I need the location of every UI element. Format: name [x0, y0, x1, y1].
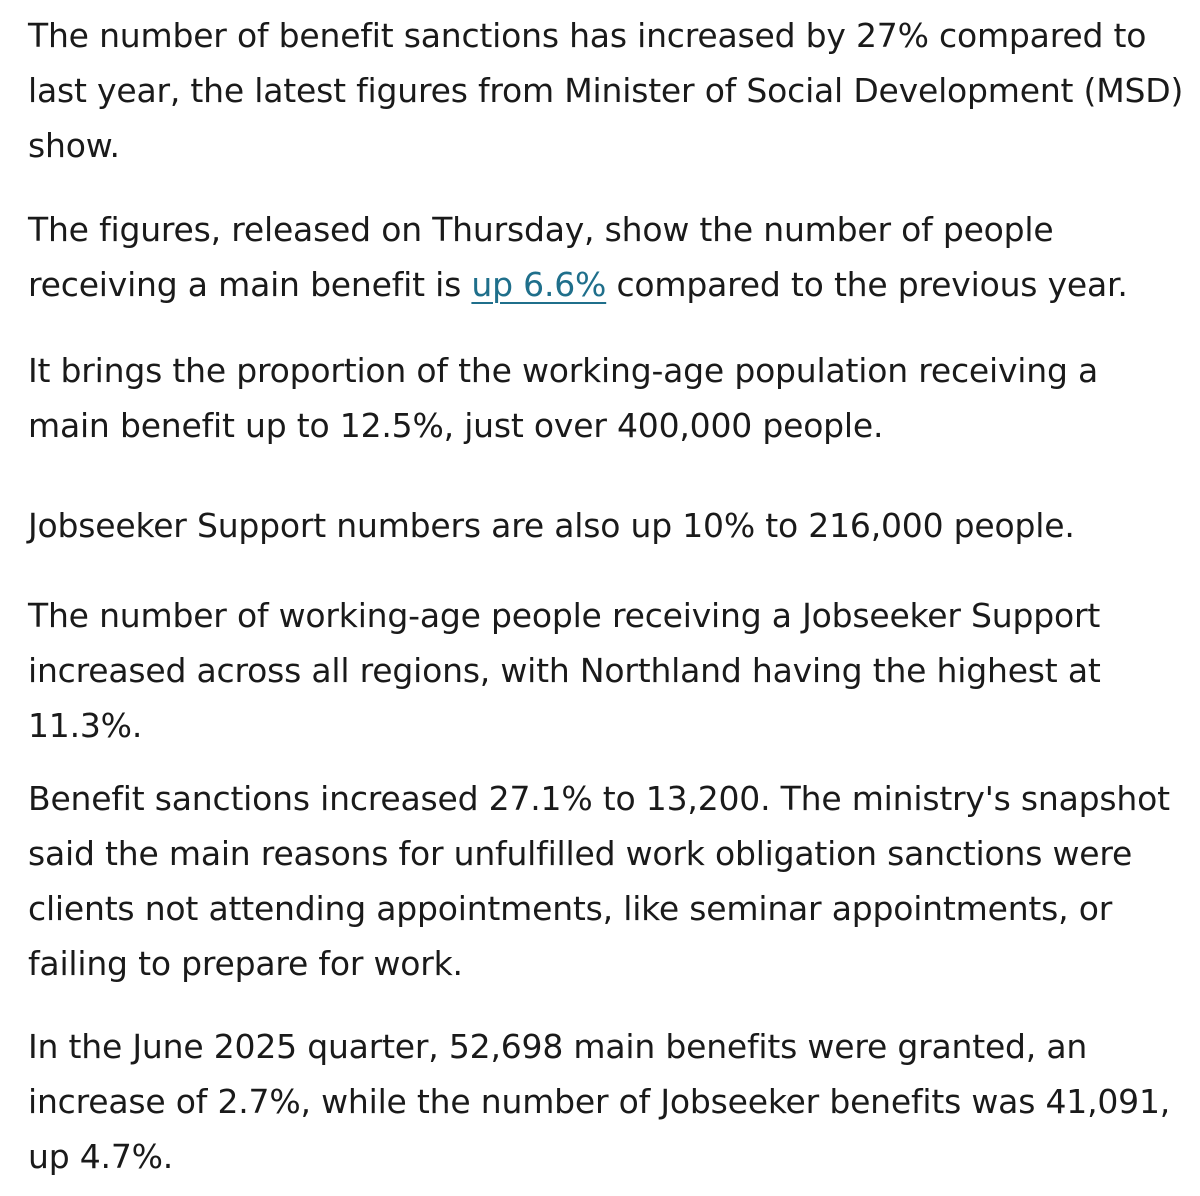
- paragraph-regions: The number of working-age people receiving a Jobseeker Support increased across all regions, with Northland having the highest at 11.3%.: [28, 596, 1101, 745]
- paragraph-sanctions-intro: The number of benefit sanctions has increased by 27% compared to last year, the latest figures from Minister of Social Development (MSD) show.: [28, 16, 1184, 165]
- paragraph-main-benefit: [28, 202, 1188, 312]
- paragraph-june-quarter: In the June 2025 quarter, 52,698 main benefits were granted, an increase of 2.7%, while the number of Jobseeker benefits was 41,091, up 4.7%.: [28, 1027, 1171, 1176]
- paragraph-main-benefit-tail: compared to the previous year.: [606, 265, 1128, 304]
- paragraph-sanction-reasons: Benefit sanctions increased 27.1% to 13,200. The ministry's snapshot said the main reasons for unfulfilled work obligation sanctions were clients not attending appointments, like seminar appointments, or failing to prepare for work.: [28, 779, 1170, 983]
- paragraph-working-age-proportion: It brings the proportion of the working-age population receiving a main benefit up to 12.5%, just over 400,000 people.: [28, 351, 1099, 445]
- paragraph-jobseeker-numbers: Jobseeker Support numbers are also up 10% to 216,000 people.: [28, 506, 1075, 545]
- paragraph-main-benefit-lead: The figures, released on Thursday, show the number of people receiving a main benefit is: [28, 210, 1054, 304]
- up-6-6-percent-link[interactable]: up 6.6%: [471, 265, 607, 304]
